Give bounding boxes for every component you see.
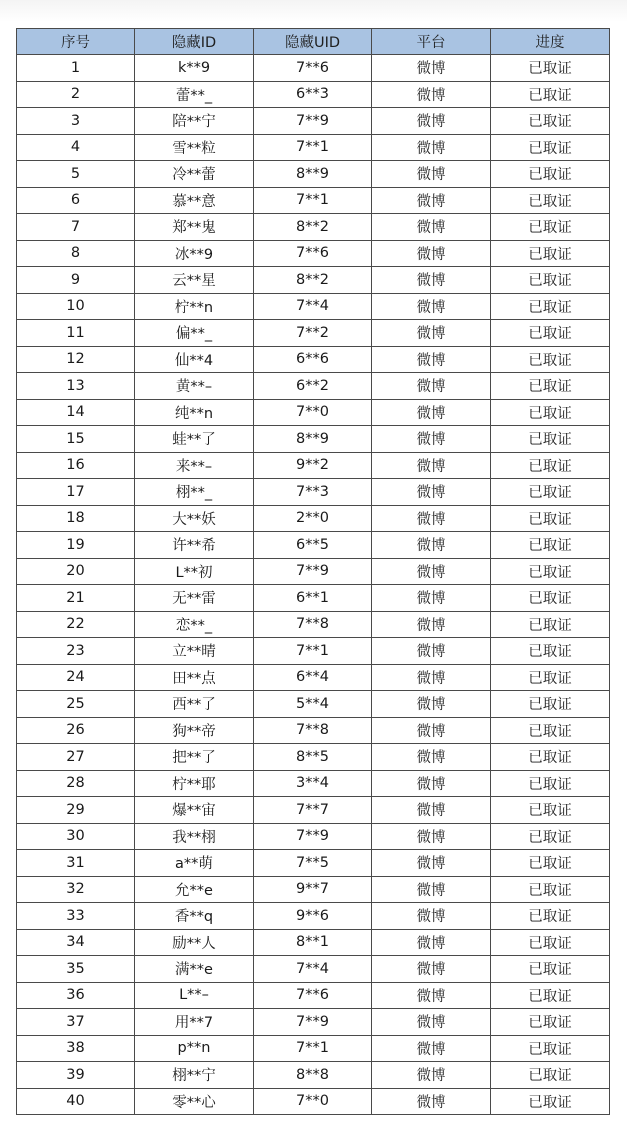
- cell-hidden-uid: 6**4: [254, 664, 372, 691]
- table-row: [17, 664, 610, 691]
- table-row: [17, 187, 610, 214]
- cell-hidden-id: 狗**帝: [135, 717, 254, 744]
- cell-hidden-uid: 7**1: [254, 187, 372, 214]
- cell-hidden-id: a**萌: [135, 850, 254, 877]
- table-row: [17, 611, 610, 638]
- cell-index: 13: [17, 373, 135, 400]
- cell-platform: 微博: [372, 638, 491, 665]
- cell-index: 9: [17, 267, 135, 294]
- cell-hidden-uid: 8**9: [254, 161, 372, 188]
- cell-hidden-id: 偏**_: [135, 320, 254, 347]
- table-row: [17, 1009, 610, 1036]
- cell-platform: 微博: [372, 320, 491, 347]
- cell-platform: 微博: [372, 797, 491, 824]
- cell-index: 28: [17, 770, 135, 797]
- cell-hidden-id: 恋**_: [135, 611, 254, 638]
- cell-hidden-id: 纯**n: [135, 399, 254, 426]
- cell-index: 30: [17, 823, 135, 850]
- cell-platform: 微博: [372, 823, 491, 850]
- table-row: [17, 426, 610, 453]
- cell-index: 25: [17, 691, 135, 718]
- cell-hidden-uid: 8**8: [254, 1062, 372, 1089]
- cell-platform: 微博: [372, 558, 491, 585]
- cell-hidden-id: 零**心: [135, 1088, 254, 1115]
- cell-platform: 微博: [372, 81, 491, 108]
- cell-hidden-uid: 7**0: [254, 1088, 372, 1115]
- table-row: [17, 55, 610, 82]
- table-row: [17, 373, 610, 400]
- cell-progress: 已取证: [491, 823, 610, 850]
- cell-platform: 微博: [372, 134, 491, 161]
- cell-hidden-id: 蛙**了: [135, 426, 254, 453]
- cell-hidden-id: 立**晴: [135, 638, 254, 665]
- cell-hidden-id: 田**点: [135, 664, 254, 691]
- cell-hidden-uid: 3**4: [254, 770, 372, 797]
- cell-hidden-uid: 7**6: [254, 240, 372, 267]
- cell-progress: 已取证: [491, 585, 610, 612]
- cell-platform: 微博: [372, 293, 491, 320]
- cell-hidden-id: 满**e: [135, 956, 254, 983]
- cell-progress: 已取证: [491, 161, 610, 188]
- cell-platform: 微博: [372, 691, 491, 718]
- cell-hidden-uid: 7**8: [254, 717, 372, 744]
- cell-hidden-uid: 7**4: [254, 293, 372, 320]
- cell-progress: 已取证: [491, 611, 610, 638]
- cell-progress: 已取证: [491, 929, 610, 956]
- cell-progress: 已取证: [491, 187, 610, 214]
- cell-index: 10: [17, 293, 135, 320]
- cell-platform: 微博: [372, 161, 491, 188]
- cell-index: 8: [17, 240, 135, 267]
- cell-platform: 微博: [372, 1062, 491, 1089]
- table-row: [17, 744, 610, 771]
- cell-hidden-uid: 8**5: [254, 744, 372, 771]
- cell-hidden-uid: 5**4: [254, 691, 372, 718]
- cell-platform: 微博: [372, 267, 491, 294]
- cell-platform: 微博: [372, 876, 491, 903]
- cell-platform: 微博: [372, 717, 491, 744]
- table-body: [17, 55, 610, 1115]
- cell-hidden-id: 郑**鬼: [135, 214, 254, 241]
- cell-index: 34: [17, 929, 135, 956]
- cell-progress: 已取证: [491, 717, 610, 744]
- cell-hidden-uid: 7**9: [254, 558, 372, 585]
- cell-progress: 已取证: [491, 797, 610, 824]
- cell-progress: 已取证: [491, 532, 610, 559]
- cell-platform: 微博: [372, 744, 491, 771]
- cell-hidden-uid: 7**1: [254, 638, 372, 665]
- cell-platform: 微博: [372, 214, 491, 241]
- cell-platform: 微博: [372, 982, 491, 1009]
- table-row: [17, 214, 610, 241]
- cell-hidden-uid: 6**5: [254, 532, 372, 559]
- table-row: [17, 81, 610, 108]
- cell-hidden-uid: 6**6: [254, 346, 372, 373]
- table-row: [17, 346, 610, 373]
- cell-progress: 已取证: [491, 55, 610, 82]
- cell-hidden-uid: 7**9: [254, 108, 372, 135]
- cell-hidden-id: 允**e: [135, 876, 254, 903]
- table-row: [17, 982, 610, 1009]
- cell-platform: 微博: [372, 770, 491, 797]
- cell-hidden-uid: 7**9: [254, 1009, 372, 1036]
- cell-hidden-id: 柠**耶: [135, 770, 254, 797]
- cell-hidden-id: 许**希: [135, 532, 254, 559]
- cell-hidden-id: 用**7: [135, 1009, 254, 1036]
- cell-index: 3: [17, 108, 135, 135]
- cell-platform: 微博: [372, 240, 491, 267]
- cell-hidden-uid: 7**2: [254, 320, 372, 347]
- table-row: [17, 903, 610, 930]
- cell-hidden-uid: 7**8: [254, 611, 372, 638]
- cell-hidden-uid: 7**1: [254, 1035, 372, 1062]
- table-row: [17, 1062, 610, 1089]
- cell-index: 7: [17, 214, 135, 241]
- cell-platform: 微博: [372, 426, 491, 453]
- cell-hidden-id: 栩**宁: [135, 1062, 254, 1089]
- cell-hidden-id: 大**妖: [135, 505, 254, 532]
- cell-index: 23: [17, 638, 135, 665]
- cell-platform: 微博: [372, 108, 491, 135]
- cell-platform: 微博: [372, 55, 491, 82]
- cell-progress: 已取证: [491, 134, 610, 161]
- cell-index: 21: [17, 585, 135, 612]
- cell-hidden-id: 雪**粒: [135, 134, 254, 161]
- cell-hidden-id: 黄**–: [135, 373, 254, 400]
- cell-hidden-uid: 8**9: [254, 426, 372, 453]
- cell-platform: 微博: [372, 1035, 491, 1062]
- cell-index: 17: [17, 479, 135, 506]
- cell-platform: 微博: [372, 479, 491, 506]
- cell-hidden-uid: 7**6: [254, 982, 372, 1009]
- evidence-table: [16, 28, 610, 1115]
- table-row: [17, 956, 610, 983]
- cell-index: 19: [17, 532, 135, 559]
- cell-hidden-uid: 8**2: [254, 214, 372, 241]
- table-row: [17, 320, 610, 347]
- cell-hidden-id: 柠**n: [135, 293, 254, 320]
- cell-hidden-uid: 6**2: [254, 373, 372, 400]
- table-row: [17, 585, 610, 612]
- cell-platform: 微博: [372, 956, 491, 983]
- cell-index: 38: [17, 1035, 135, 1062]
- cell-progress: 已取证: [491, 240, 610, 267]
- cell-platform: 微博: [372, 505, 491, 532]
- cell-index: 16: [17, 452, 135, 479]
- table-row: [17, 399, 610, 426]
- table-row: [17, 108, 610, 135]
- cell-hidden-uid: 7**9: [254, 823, 372, 850]
- cell-progress: 已取证: [491, 108, 610, 135]
- table-row: [17, 770, 610, 797]
- header-platform: 平台: [372, 29, 491, 55]
- table-row: [17, 1088, 610, 1115]
- cell-progress: 已取证: [491, 426, 610, 453]
- cell-platform: 微博: [372, 929, 491, 956]
- cell-index: 31: [17, 850, 135, 877]
- cell-index: 1: [17, 55, 135, 82]
- cell-hidden-uid: 7**5: [254, 850, 372, 877]
- table-row: [17, 876, 610, 903]
- cell-index: 2: [17, 81, 135, 108]
- cell-index: 37: [17, 1009, 135, 1036]
- cell-index: 33: [17, 903, 135, 930]
- cell-hidden-id: L**–: [135, 982, 254, 1009]
- cell-index: 15: [17, 426, 135, 453]
- cell-progress: 已取证: [491, 956, 610, 983]
- header-index: 序号: [17, 29, 135, 55]
- header-hidden-uid: 隐藏UID: [254, 29, 372, 55]
- cell-hidden-uid: 7**6: [254, 55, 372, 82]
- cell-index: 6: [17, 187, 135, 214]
- cell-index: 4: [17, 134, 135, 161]
- table-row: [17, 823, 610, 850]
- cell-progress: 已取证: [491, 320, 610, 347]
- cell-platform: 微博: [372, 903, 491, 930]
- cell-hidden-id: 无**雷: [135, 585, 254, 612]
- cell-hidden-id: 冷**蕾: [135, 161, 254, 188]
- cell-hidden-uid: 9**6: [254, 903, 372, 930]
- cell-platform: 微博: [372, 187, 491, 214]
- cell-index: 32: [17, 876, 135, 903]
- cell-platform: 微博: [372, 532, 491, 559]
- cell-hidden-id: 西**了: [135, 691, 254, 718]
- table-row: [17, 505, 610, 532]
- cell-hidden-id: 慕**意: [135, 187, 254, 214]
- cell-platform: 微博: [372, 373, 491, 400]
- cell-progress: 已取证: [491, 558, 610, 585]
- cell-platform: 微博: [372, 585, 491, 612]
- cell-progress: 已取证: [491, 876, 610, 903]
- cell-index: 14: [17, 399, 135, 426]
- table-row: [17, 479, 610, 506]
- cell-platform: 微博: [372, 1009, 491, 1036]
- cell-progress: 已取证: [491, 479, 610, 506]
- cell-progress: 已取证: [491, 1035, 610, 1062]
- table-row: [17, 717, 610, 744]
- cell-platform: 微博: [372, 850, 491, 877]
- cell-progress: 已取证: [491, 81, 610, 108]
- cell-hidden-uid: 6**1: [254, 585, 372, 612]
- table-row: [17, 691, 610, 718]
- cell-hidden-id: 香**q: [135, 903, 254, 930]
- table-row: [17, 452, 610, 479]
- cell-hidden-uid: 8**2: [254, 267, 372, 294]
- cell-hidden-uid: 7**4: [254, 956, 372, 983]
- cell-index: 36: [17, 982, 135, 1009]
- cell-index: 18: [17, 505, 135, 532]
- cell-hidden-id: L**初: [135, 558, 254, 585]
- cell-index: 35: [17, 956, 135, 983]
- cell-index: 27: [17, 744, 135, 771]
- cell-index: 12: [17, 346, 135, 373]
- cell-hidden-uid: 6**3: [254, 81, 372, 108]
- cell-hidden-uid: 8**1: [254, 929, 372, 956]
- header-hidden-id: 隐藏ID: [135, 29, 254, 55]
- table-row: [17, 929, 610, 956]
- cell-hidden-id: 冰**9: [135, 240, 254, 267]
- cell-progress: 已取证: [491, 664, 610, 691]
- cell-progress: 已取证: [491, 1009, 610, 1036]
- cell-hidden-uid: 7**3: [254, 479, 372, 506]
- cell-index: 20: [17, 558, 135, 585]
- table-row: [17, 1035, 610, 1062]
- cell-hidden-id: 我**栩: [135, 823, 254, 850]
- cell-progress: 已取证: [491, 903, 610, 930]
- cell-platform: 微博: [372, 346, 491, 373]
- table-row: [17, 532, 610, 559]
- header-progress: 进度: [491, 29, 610, 55]
- cell-index: 22: [17, 611, 135, 638]
- cell-platform: 微博: [372, 664, 491, 691]
- cell-hidden-id: 来**–: [135, 452, 254, 479]
- cell-progress: 已取证: [491, 1088, 610, 1115]
- cell-index: 5: [17, 161, 135, 188]
- table-row: [17, 797, 610, 824]
- table-row: [17, 161, 610, 188]
- cell-progress: 已取证: [491, 399, 610, 426]
- table-row: [17, 850, 610, 877]
- cell-progress: 已取证: [491, 373, 610, 400]
- cell-progress: 已取证: [491, 850, 610, 877]
- cell-hidden-uid: 7**7: [254, 797, 372, 824]
- cell-progress: 已取证: [491, 691, 610, 718]
- cell-platform: 微博: [372, 1088, 491, 1115]
- table-row: [17, 293, 610, 320]
- cell-hidden-id: 蕾**_: [135, 81, 254, 108]
- cell-platform: 微博: [372, 399, 491, 426]
- cell-hidden-id: 陪**宁: [135, 108, 254, 135]
- cell-progress: 已取证: [491, 293, 610, 320]
- cell-progress: 已取证: [491, 638, 610, 665]
- cell-progress: 已取证: [491, 1062, 610, 1089]
- cell-hidden-uid: 9**2: [254, 452, 372, 479]
- cell-progress: 已取证: [491, 267, 610, 294]
- table-row: [17, 134, 610, 161]
- cell-index: 11: [17, 320, 135, 347]
- cell-hidden-uid: 2**0: [254, 505, 372, 532]
- table-row: [17, 267, 610, 294]
- cell-hidden-id: 云**星: [135, 267, 254, 294]
- cell-hidden-id: 把**了: [135, 744, 254, 771]
- cell-index: 26: [17, 717, 135, 744]
- cell-progress: 已取证: [491, 982, 610, 1009]
- cell-hidden-id: 栩**_: [135, 479, 254, 506]
- cell-hidden-id: k**9: [135, 55, 254, 82]
- cell-hidden-uid: 7**0: [254, 399, 372, 426]
- cell-platform: 微博: [372, 452, 491, 479]
- table-row: [17, 240, 610, 267]
- table-row: [17, 638, 610, 665]
- cell-progress: 已取证: [491, 770, 610, 797]
- cell-hidden-id: 仙**4: [135, 346, 254, 373]
- cell-index: 40: [17, 1088, 135, 1115]
- table-row: [17, 558, 610, 585]
- cell-progress: 已取证: [491, 744, 610, 771]
- cell-hidden-uid: 9**7: [254, 876, 372, 903]
- cell-index: 29: [17, 797, 135, 824]
- cell-progress: 已取证: [491, 214, 610, 241]
- cell-hidden-uid: 7**1: [254, 134, 372, 161]
- cell-index: 24: [17, 664, 135, 691]
- cell-hidden-id: 励**人: [135, 929, 254, 956]
- cell-platform: 微博: [372, 611, 491, 638]
- cell-progress: 已取证: [491, 346, 610, 373]
- table-header-row: [17, 29, 610, 55]
- cell-hidden-id: p**n: [135, 1035, 254, 1062]
- cell-index: 39: [17, 1062, 135, 1089]
- cell-hidden-id: 爆**宙: [135, 797, 254, 824]
- cell-progress: 已取证: [491, 452, 610, 479]
- cell-progress: 已取证: [491, 505, 610, 532]
